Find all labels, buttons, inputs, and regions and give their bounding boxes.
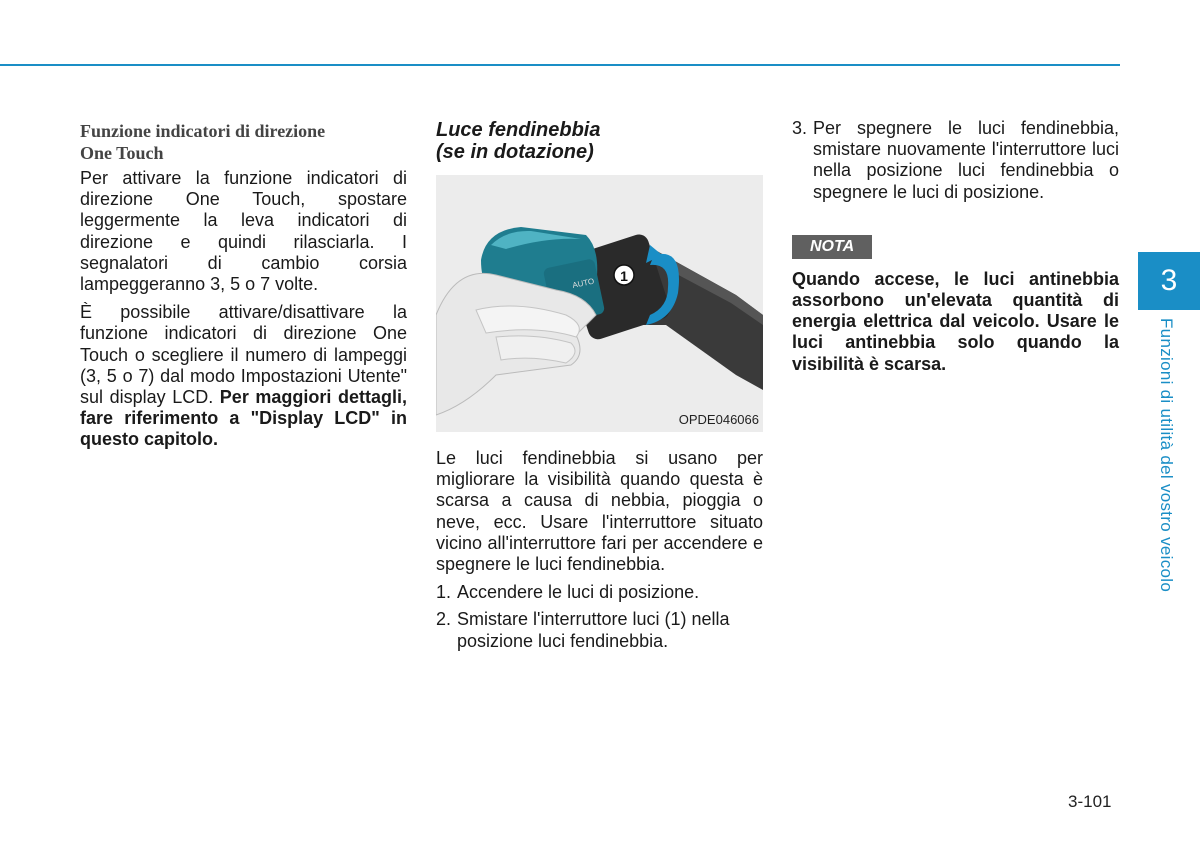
auto-marking: AUTO	[571, 276, 596, 290]
step-text: Smistare l'interruttore luci (1) nella posizione luci fendinebbia.	[457, 609, 730, 651]
note-badge: NOTA	[792, 235, 872, 259]
paragraph: Per attivare la funzione indicatori di direzione One Touch, spostare leggermente la leva indicatori di direzione e quindi rilasciarla. I segnalatori di cambio corsia lampeggeranno 3, 5 o 7 volte.	[80, 168, 407, 295]
chapter-title: Funzioni di utilità del vostro veicolo	[1157, 318, 1176, 593]
note-text: Quando accese, le luci antinebbia assorbono un'elevata quantità di energia elettrica dal veicolo. Usare le luci antinebbia solo quando la visibilità è scarsa.	[792, 268, 1119, 374]
step-number: 2.	[436, 609, 452, 630]
figure-code: OPDE046066	[678, 411, 759, 427]
section-heading-fog-lights	[436, 118, 763, 163]
column-one-touch	[80, 118, 407, 458]
list-item	[436, 582, 763, 603]
lever-illustration	[436, 175, 763, 432]
heading-line: Funzione indicatori di direzione	[80, 121, 326, 141]
section-heading-one-touch	[80, 118, 407, 164]
callout-number: 1	[620, 268, 628, 284]
column-steps-and-note	[792, 118, 1119, 382]
fog-light-switch-figure	[436, 175, 763, 432]
step-text: Per spegnere le luci fendinebbia, smistare nuovamente l'interruttore luci nella posizione luci fendinebbia o spegnere le luci di posizione.	[813, 118, 1119, 202]
paragraph	[80, 302, 407, 450]
heading-line: (se in dotazione)	[436, 141, 594, 163]
paragraph: Le luci fendinebbia si usano per migliorare la visibilità quando questa è scarsa a causa di nebbia, pioggia o neve, ecc. Usare l'interruttore situato vicino all'interruttore fari per accendere e spegnere le luci fendinebbia.	[436, 448, 763, 575]
steps-list	[436, 582, 763, 652]
heading-line: One Touch	[80, 143, 164, 163]
column-fog-lights	[436, 118, 763, 658]
chapter-number-tab: 3	[1138, 252, 1200, 310]
paragraph-bold-text: Per maggiori dettagli, fare riferimento a "Display LCD" in questo capitolo.	[80, 387, 407, 450]
step-text: Accendere le luci di posizione.	[457, 582, 700, 603]
list-item	[792, 118, 1119, 203]
step-number: 1.	[436, 582, 452, 603]
page-number: 3-101	[1068, 792, 1112, 811]
heading-line: Luce fendinebbia	[436, 119, 601, 141]
header-rule	[0, 64, 1120, 66]
paragraph-text: È possibile attivare/disattivare la funzione indicatori di direzione One Touch o scegliere il numero di lampeggi (3, 5 o 7) dal modo Impostazioni Utente" sul display LCD.	[80, 302, 407, 408]
steps-list	[792, 118, 1119, 203]
step-number: 3.	[792, 118, 808, 138]
list-item	[436, 609, 763, 651]
